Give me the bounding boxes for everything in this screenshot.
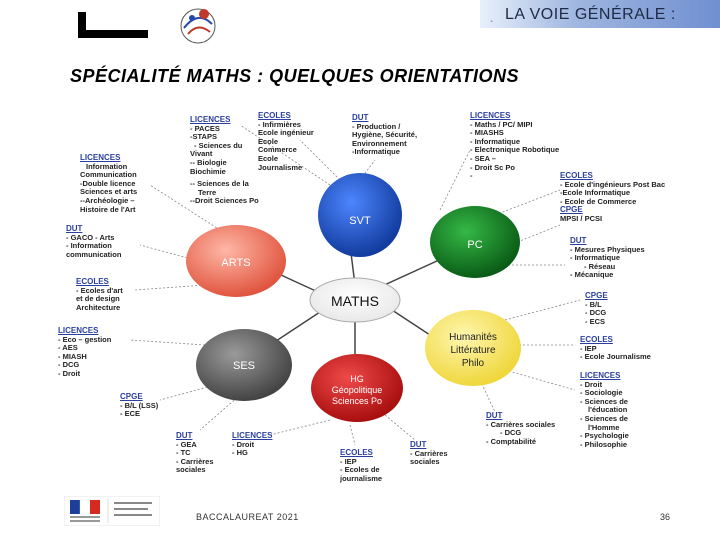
block-heading: LICENCES (80, 153, 121, 162)
block-line: - Ecole Journalisme (580, 352, 651, 362)
block-line: Information (86, 161, 128, 171)
block-line: -Double licence (80, 178, 136, 188)
block-line: - Ecole de Commerce (560, 196, 637, 206)
block-line: -Ecole Informatique (560, 188, 631, 198)
block-line: - Mécanique (570, 270, 614, 280)
block-line: - Carrières (176, 456, 214, 466)
block-heading: LICENCES (232, 431, 273, 440)
arts-label: ARTS (221, 257, 251, 269)
block-line: - Réseau (584, 261, 616, 271)
pc-ecoles-block (560, 172, 665, 224)
block-line: - B/L (LSS) (120, 400, 159, 410)
block-line: - IEP (340, 456, 357, 466)
block-line: - Infirmières (258, 119, 301, 129)
hg-label-3: Sciences Po (331, 396, 383, 406)
block-line: - Informatique (470, 136, 520, 146)
block-line: - Maths / PC/ MIPI (470, 119, 533, 129)
block-line: - Droit (580, 379, 603, 389)
block-heading: DUT (66, 224, 83, 233)
block-line: Ecole ingénieur (258, 128, 314, 138)
block-line: - Production / (352, 121, 401, 131)
block-heading: DUT (410, 440, 427, 449)
block-heading: DUT (570, 236, 587, 245)
block-line: - Droit Sc Po (470, 162, 516, 172)
block-line: - AES (58, 343, 78, 353)
page-title: SPÉCIALITÉ MATHS : QUELQUES ORIENTATIONS (70, 66, 520, 86)
block-line: Hygiène, Sécurité, (352, 130, 418, 140)
block-heading: CPGE (120, 392, 143, 401)
block-line: --Droit Sciences Po (190, 196, 259, 206)
block-line: - Ecole d'ingénieurs Post Bac (560, 179, 666, 189)
block-line: - HG (232, 448, 248, 458)
block-heading: ECOLES (580, 335, 613, 344)
block-line: - Droit (232, 439, 255, 449)
block-line: - MIASH (58, 351, 87, 361)
ministry-logo-icon (64, 496, 160, 526)
block-line: - ECE (120, 409, 141, 419)
hg-dut-block (410, 441, 448, 467)
block-line: sociales (410, 457, 440, 467)
block-line: Communication (80, 170, 137, 180)
hg-licences-block (232, 432, 272, 458)
block-heading: LICENCES (58, 326, 99, 335)
svt-licences-block (190, 116, 242, 176)
block-line: MPSI / PCSI (560, 213, 603, 223)
svt-dut-block (352, 114, 417, 157)
block-heading: ECOLES (76, 277, 109, 286)
block-line: - MIASHS (470, 128, 504, 138)
block-line: sociales (176, 465, 206, 475)
block-line: - Psychologie (580, 431, 629, 441)
block-line: - DCG (500, 428, 522, 438)
block-heading: CPGE (585, 291, 608, 300)
ses-cpge-block (120, 393, 158, 419)
header-title: LA VOIE GÉNÉRALE : (505, 6, 676, 23)
block-line: Sciences et arts (80, 187, 138, 197)
block-line: - Carrières (410, 448, 448, 458)
hlp-dut-block (486, 412, 555, 446)
ses-licences-block (58, 327, 111, 379)
block-line: - Sciences de (580, 413, 628, 423)
block-line: - Informatique (570, 253, 620, 263)
ses-dut-block (176, 432, 214, 475)
block-heading: ECOLES (340, 448, 373, 457)
block-line: - DCG (58, 360, 80, 370)
block-line: - Sciences de (580, 396, 628, 406)
block-line: Journalisme (258, 162, 303, 172)
block-line: --Archéologie – (80, 195, 135, 205)
hg-ecoles-block (340, 449, 382, 483)
pc-label: PC (467, 239, 483, 251)
block-line: - B/L (585, 299, 602, 309)
svt-ecoles-block (258, 112, 314, 172)
svt-label: SVT (349, 215, 371, 227)
block-line: - (470, 171, 473, 181)
hg-label-1: HG (350, 374, 364, 384)
block-heading: ECOLES (258, 111, 291, 120)
block-line: et de design (76, 294, 120, 304)
hlp-cpge-block (585, 292, 608, 326)
ses-label: SES (232, 360, 256, 372)
footer-text: BACCALAUREAT 2021 (196, 512, 299, 522)
page-number: 36 (660, 512, 671, 522)
block-line: Ecole (258, 136, 279, 146)
block-line: - IEP (580, 343, 597, 353)
block-line: - SEA – (470, 153, 496, 163)
block-line: - Droit (58, 368, 81, 378)
block-line: journalisme (340, 473, 383, 483)
block-line: - TC (176, 448, 191, 458)
block-line: - Sciences du (194, 140, 243, 150)
block-line: - Electronique Robotique (470, 145, 560, 155)
block-line: Vivant (190, 149, 213, 159)
block-line: - Carrières sociales (486, 419, 556, 429)
header-tick-mark: ` (490, 20, 494, 31)
pc-dut-block (570, 237, 645, 280)
hlp-label-2: Littérature (450, 345, 496, 356)
block-line: - Sociologie (580, 388, 623, 398)
hlp-label-1: Humanités (449, 332, 497, 343)
block-line: - PACES (190, 123, 220, 133)
block-line: - Philosophie (580, 439, 628, 449)
block-line: - GEA (176, 439, 197, 449)
block-line: l'Homme (588, 422, 620, 432)
block-line: communication (66, 249, 122, 259)
block-heading: ECOLES (560, 171, 593, 180)
block-line: Architecture (76, 302, 121, 312)
block-line: Terre (198, 187, 217, 197)
block-line: Environnement (352, 138, 407, 148)
block-line: -STAPS (190, 132, 217, 142)
block-line: - Information (66, 241, 112, 251)
block-line: l'éducation (588, 405, 628, 415)
block-line: Biochimie (190, 166, 226, 176)
block-line: - Ecoles d'art (76, 285, 123, 295)
block-line: - DCG (585, 308, 607, 318)
pc-licences-block (470, 112, 559, 181)
hg-label-2: Géopolitique (331, 385, 383, 395)
hlp-licences-block (580, 372, 629, 449)
block-heading: LICENCES (580, 371, 621, 380)
hlp-ecoles-block (580, 336, 651, 362)
block-line: - ECS (585, 316, 606, 326)
block-line: -Informatique (352, 147, 400, 157)
block-line: Histoire de l'Art (80, 204, 136, 214)
block-heading: DUT (176, 431, 193, 440)
block-line: - Eco – gestion (58, 334, 112, 344)
block-heading: LICENCES (470, 111, 511, 120)
block-heading: DUT (486, 411, 503, 420)
block-line: - Comptabilité (486, 436, 536, 446)
arts-dut-block (66, 225, 121, 259)
block-line: -- Sciences de la (190, 179, 249, 188)
block-heading: LICENCES (190, 115, 231, 124)
block-line: -- Biologie (190, 157, 227, 167)
block-line: Ecole (258, 153, 279, 163)
arts-ecoles-block (76, 278, 123, 312)
block-line: - Mesures Physiques (570, 244, 645, 254)
hlp-label-3: Philo (461, 358, 485, 369)
block-line: - GACO - Arts (66, 232, 115, 242)
block-line: Commerce (258, 145, 297, 155)
svt-ecoles-block-2 (190, 180, 259, 206)
arts-licences-block (80, 154, 137, 214)
maths-label: MATHS (331, 293, 379, 309)
block-heading: CPGE (560, 205, 583, 215)
block-heading: DUT (352, 113, 369, 122)
block-line: - Ecoles de (340, 465, 380, 475)
